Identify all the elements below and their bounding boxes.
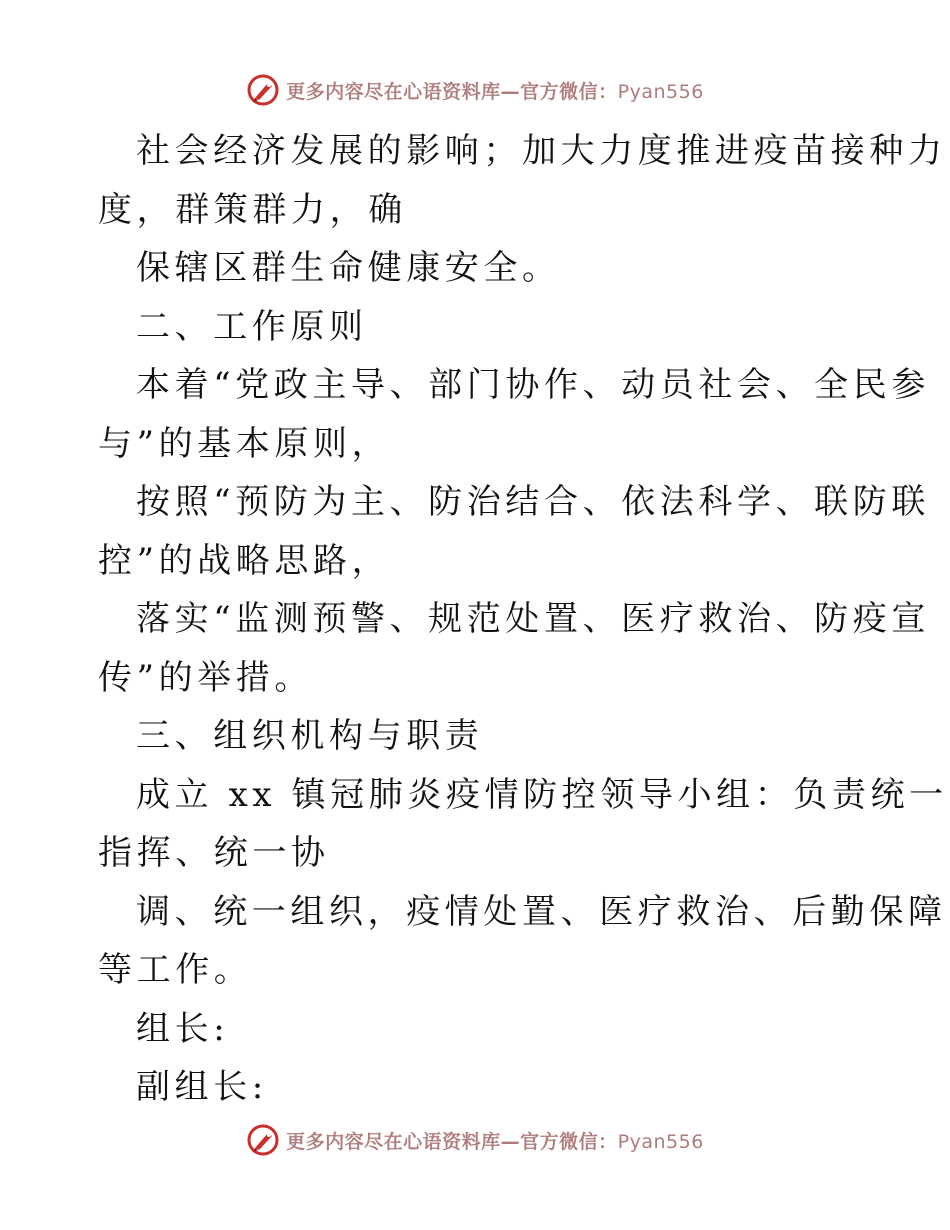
paragraph-line: 与”的基本原则， [98,423,391,464]
paragraph-line: 落实“监测预警、规范处置、医疗救治、防疫宣 [136,599,930,639]
paragraph-line: 指挥、统一协 [98,833,330,873]
paragraph-line: 控”的战略思路， [98,540,391,581]
pen-nib-logo-icon [246,73,280,107]
pen-nib-logo-icon [246,1123,280,1157]
paragraph-line: 度，群策群力，确 [98,189,407,230]
paragraph-line: 按照“预防为主、防治结合、依法科学、联防联 [136,482,930,522]
header-banner [0,70,950,110]
paragraph-line: 本着“党政主导、部门协作、动员社会、全民参 [136,365,930,405]
footer-banner [0,1120,950,1160]
header-banner-label: 更多内容尽在心语资料库—官方微信： [286,80,618,103]
header-banner-text [286,77,704,104]
paragraph-line: 传”的举措。 [98,657,313,698]
paragraph-line: 等工作。 [98,950,253,990]
paragraph-line: 保辖区群生命健康安全。 [136,248,561,288]
section-heading: 二、工作原则 [136,306,368,347]
section-heading: 三、组织机构与职责 [136,716,484,756]
footer-banner-id: Pyan556 [617,1130,704,1153]
footer-banner-label: 更多内容尽在心语资料库—官方微信： [286,1130,618,1153]
paragraph-line: 调、统一组织，疫情处置、医疗救治、后勤保障 [136,891,947,932]
paragraph-line: 成立 xx 镇冠肺炎疫情防控领导小组：负责统一 [136,774,948,815]
document-body [98,122,948,1117]
header-banner-id: Pyan556 [617,80,704,103]
leader-label: 组长: [136,1008,230,1049]
deputy-leader-label: 副组长: [136,1067,268,1107]
footer-banner-text [286,1127,704,1154]
paragraph-line: 社会经济发展的影响；加大力度推进疫苗接种力 [136,131,947,171]
